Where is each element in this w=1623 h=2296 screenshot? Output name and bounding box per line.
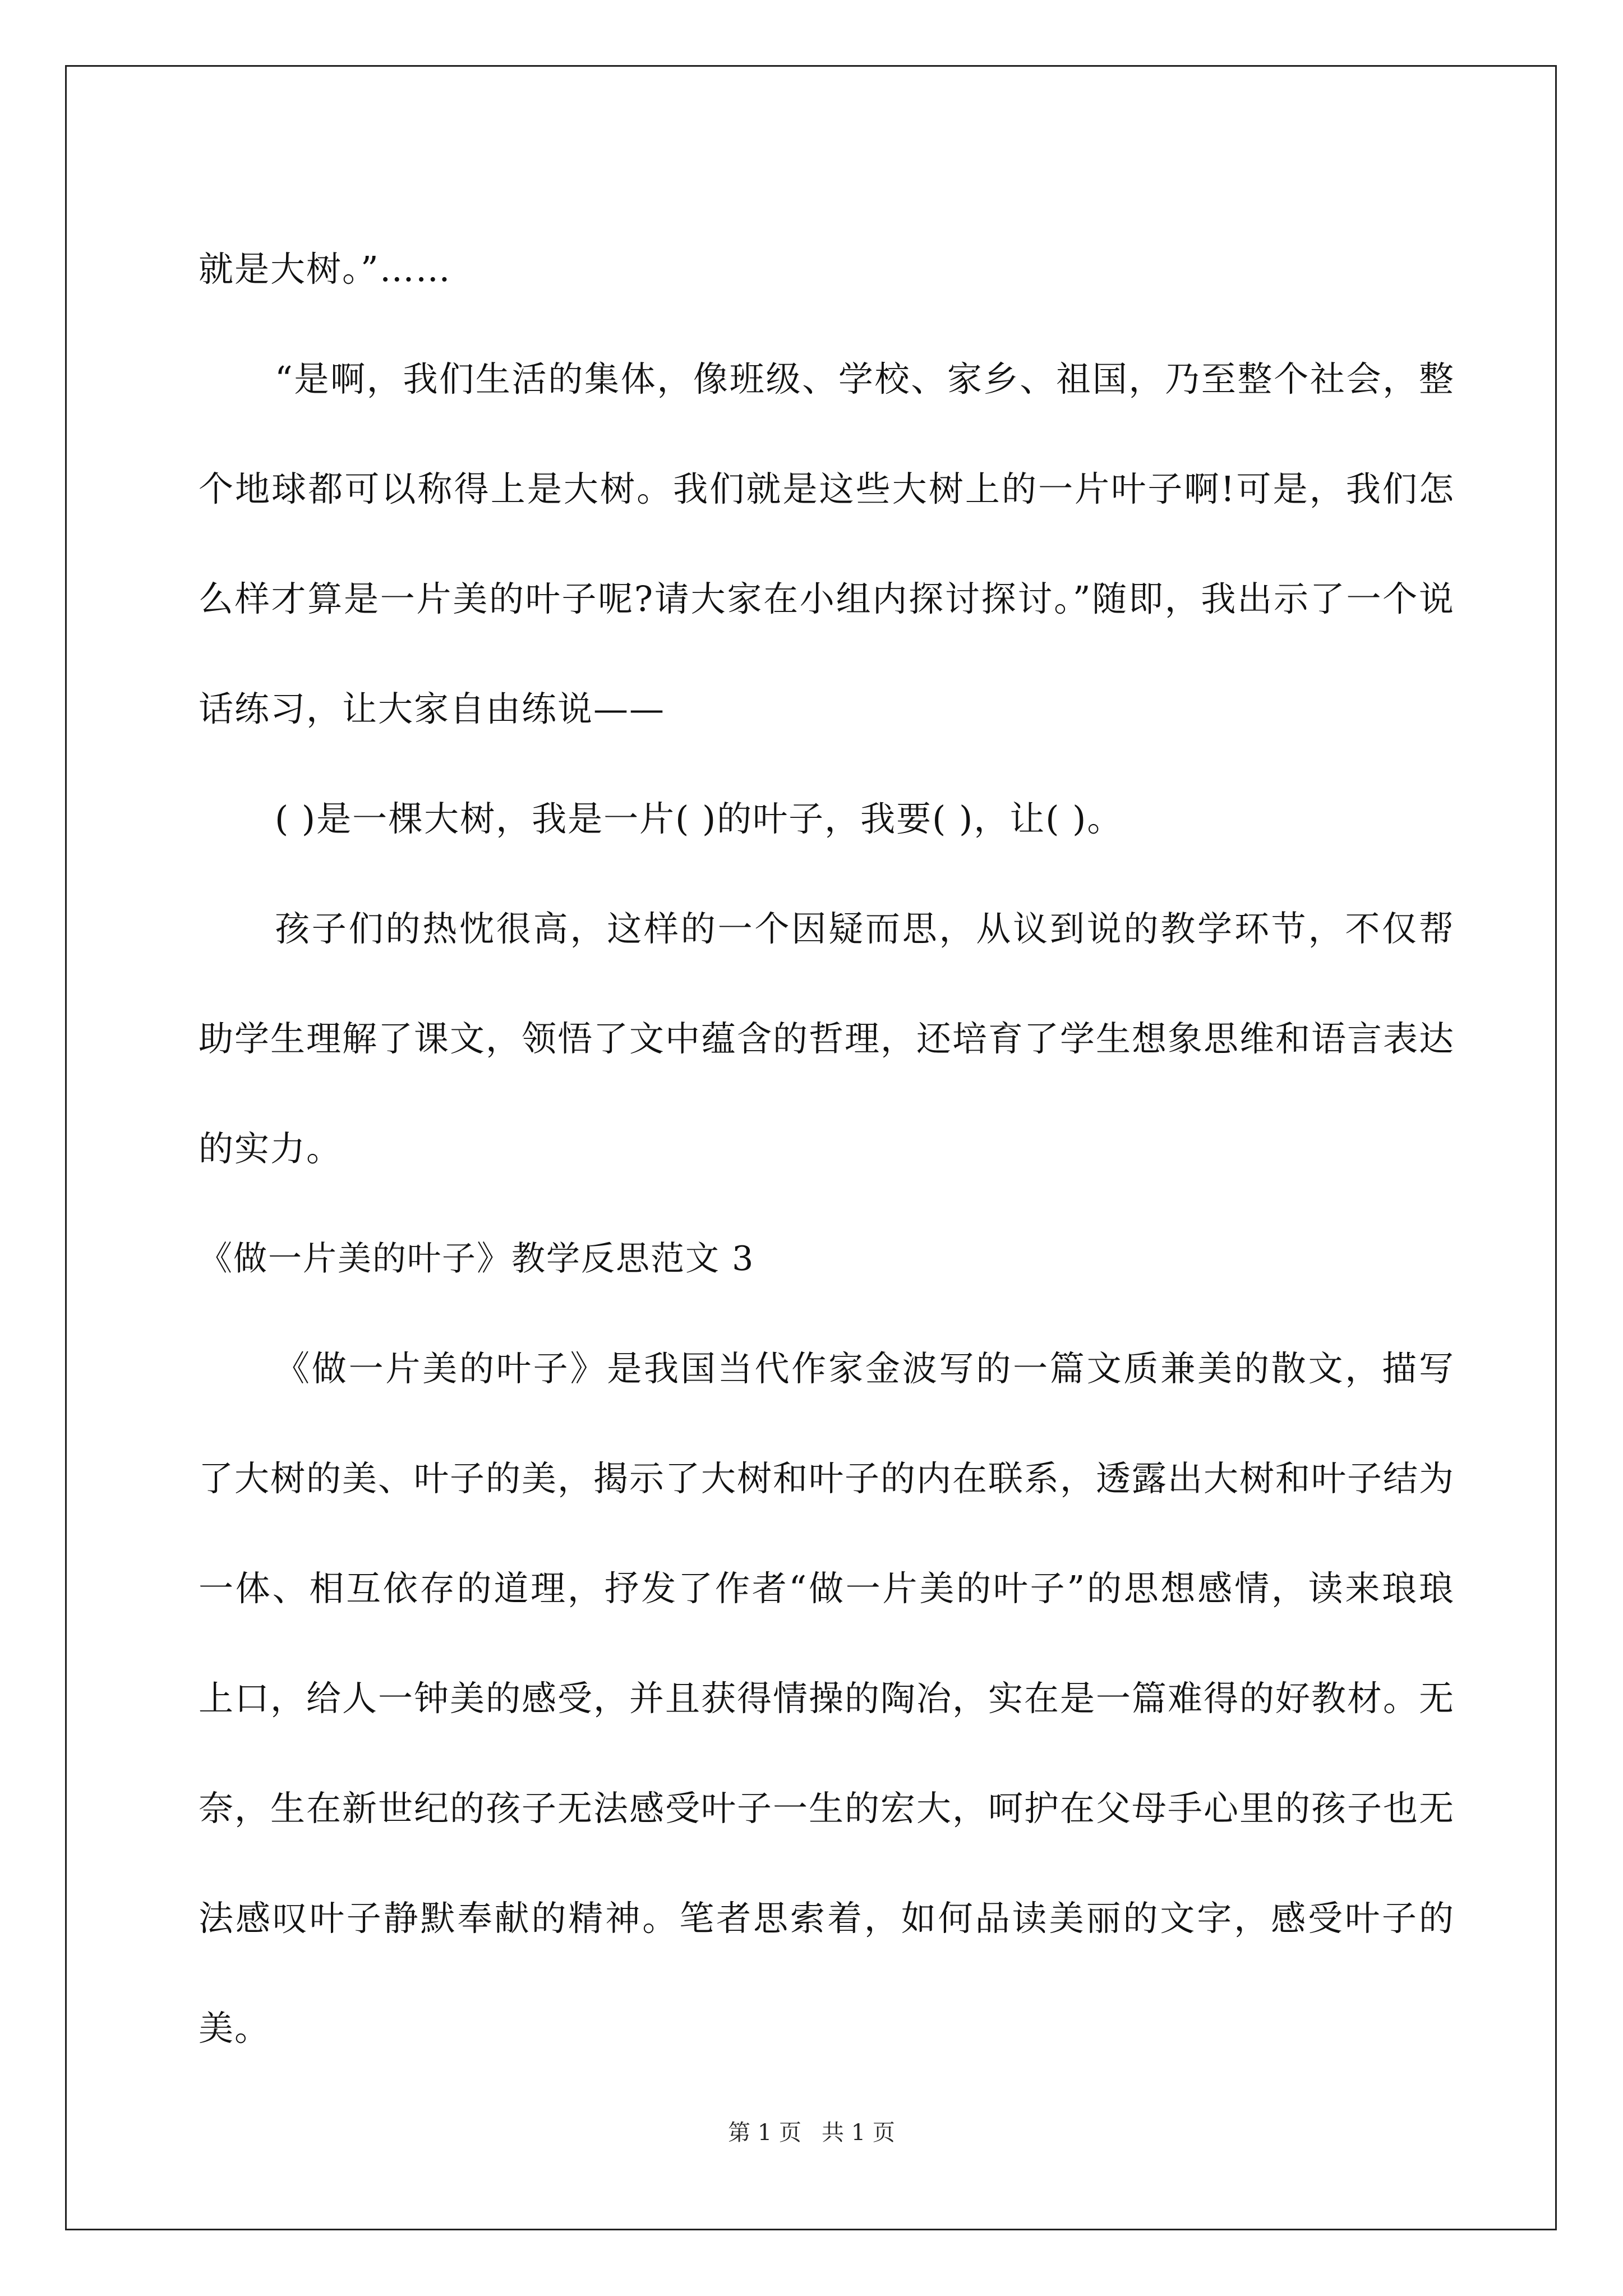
paragraph-dialogue: “是啊，我们生活的集体，像班级、学校、家乡、祖国，乃至整个社会，整个地球都可以称得上是大树。我们就是这些大树上的一片叶子啊!可是，我们怎么样才算是一片美的叶子呢?请大家在小组内探讨探讨。”随即，我出示了一个说话练习，让大家自由练说—— — [199, 358, 1455, 729]
page-footer — [0, 2116, 1623, 2150]
paragraph-reflection: 孩子们的热忱很高，这样的一个因疑而思，从议到说的教学环节，不仅帮助学生理解了课文，领悟了文中蕴含的哲理，还培育了学生想象思维和语言表达的实力。 — [199, 908, 1455, 1169]
paragraph-exercise: ( )是一棵大树，我是一片( )的叶子，我要( )，让( )。 — [275, 798, 1123, 839]
paragraph-continuation: 就是大树。”…… — [199, 249, 451, 289]
document-body — [199, 214, 1455, 2083]
page-number: 第 1 页 — [728, 2120, 801, 2146]
page-total: 共 1 页 — [822, 2120, 895, 2146]
paragraph-section-body: 《做一片美的叶子》是我国当代作家金波写的一篇文质兼美的散文，描写了大树的美、叶子的美，揭示了大树和叶子的内在联系，透露出大树和叶子结为一体、相互依存的道理，抒发了作者“做一片美的叶子”的思想感情，读来琅琅上口，给人一钟美的感受，并且获得情操的陶冶，实在是一篇难得的好教材。无奈，生在新世纪的孩子无法感受叶子一生的宏大，呵护在父母手心里的孩子也无法感叹叶子静默奉献的精神。笔者思索着，如何品读美丽的文字，感受叶子的美。 — [199, 1348, 1455, 2049]
section-title: 《做一片美的叶子》教学反思范文 3 — [199, 1239, 755, 1278]
